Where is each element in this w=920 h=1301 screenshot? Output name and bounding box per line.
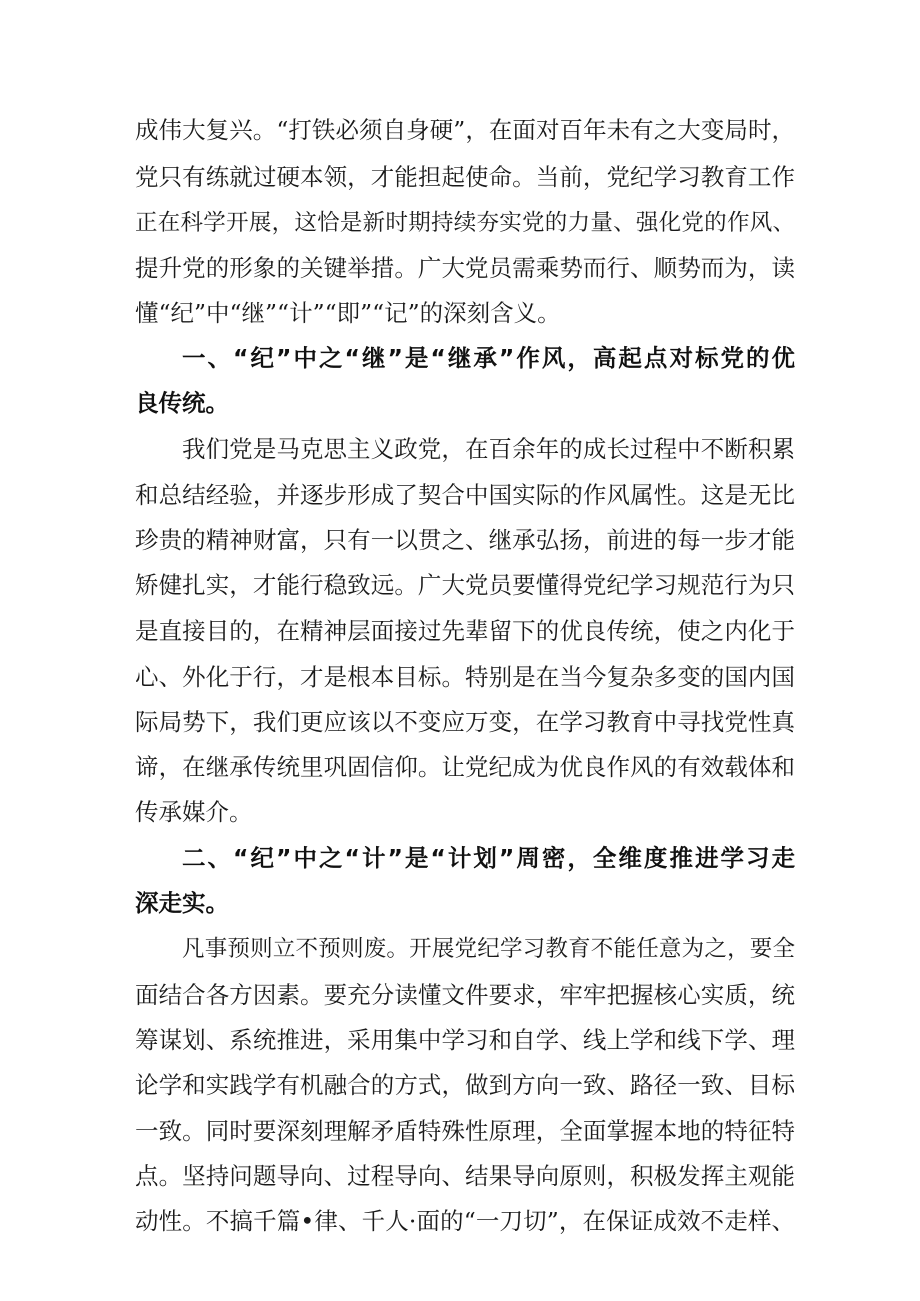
section-2-body-line-6: 点。坚持问题导向、过程导向、结果导向原则，积极发挥主观能 <box>135 1162 795 1190</box>
intro-line-4: 提升党的形象的关键举措。广大党员需乘势而行、顺势而为，读 <box>135 254 795 282</box>
section-1-body-line-8: 谛，在继承传统里巩固信仰。让党纪成为优良作风的有效载体和 <box>135 753 795 781</box>
section-1-body-line-4: 矫健扎实，才能行稳致远。广大党员要懂得党纪学习规范行为只 <box>135 571 795 599</box>
intro-line-5: 懂“纪”中“继”“计”“即”“记”的深刻含义。 <box>135 299 561 327</box>
section-1-body-line-9: 传承媒介。 <box>135 798 253 826</box>
section-2-body-line-5: 一致。同时要深刻理解矛盾特殊性原理，全面掌握本地的特征特 <box>135 1117 795 1145</box>
section-1-heading-line-2: 良传统。 <box>135 389 229 417</box>
intro-line-3: 正在科学开展，这恰是新时期持续夯实党的力量、强化党的作风、 <box>135 210 795 236</box>
section-2-heading-line-1: 二、“纪”中之“计”是“计划”周密，全维度推进学习走 <box>182 844 795 872</box>
section-1-body-line-7: 际局势下，我们更应该以不变应万变，在学习教育中寻找党性真 <box>135 708 795 736</box>
section-2-body-line-3: 筹谋划、系统推进，采用集中学习和自学、线上学和线下学、理 <box>135 1026 795 1054</box>
section-1-heading-line-1: 一、“纪”中之“继”是“继承”作风，高起点对标党的优 <box>182 344 795 372</box>
section-1-body-line-1: 我们党是马克思主义政党，在百余年的成长过程中不断积累 <box>182 435 795 463</box>
intro-line-1: 成伟大复兴。“打铁必须自身硬”，在面对百年未有之大变局时， <box>135 116 795 144</box>
intro-line-2: 党只有练就过硬本领，才能担起使命。当前，党纪学习教育工作 <box>135 163 795 191</box>
section-1-body-line-3: 珍贵的精神财富，只有一以贯之、继承弘扬，前进的每一步才能 <box>135 526 795 554</box>
section-1-body-line-6: 心、外化于行，才是根本目标。特别是在当今复杂多变的国内国 <box>135 663 795 691</box>
section-2-body-line-1: 凡事预则立不预则废。开展党纪学习教育不能任意为之，要全 <box>182 936 795 962</box>
section-2-heading-line-2: 深走实。 <box>135 889 229 917</box>
section-1-body-line-5: 是直接目的，在精神层面接过先辈留下的优良传统，使之内化于 <box>135 617 795 645</box>
section-1-body-line-2: 和总结经验，并逐步形成了契合中国实际的作风属性。这是无比 <box>135 481 795 509</box>
section-2-body-line-2: 面结合各方因素。要充分读懂文件要求，牢牢把握核心实质，统 <box>135 981 795 1009</box>
section-2-body-line-4: 论学和实践学有机融合的方式，做到方向一致、路径一致、目标 <box>135 1071 795 1099</box>
section-2-body-line-7: 动性。不搞千篇•律、千人·面的“一刀切”，在保证成效不走样、 <box>135 1207 795 1235</box>
